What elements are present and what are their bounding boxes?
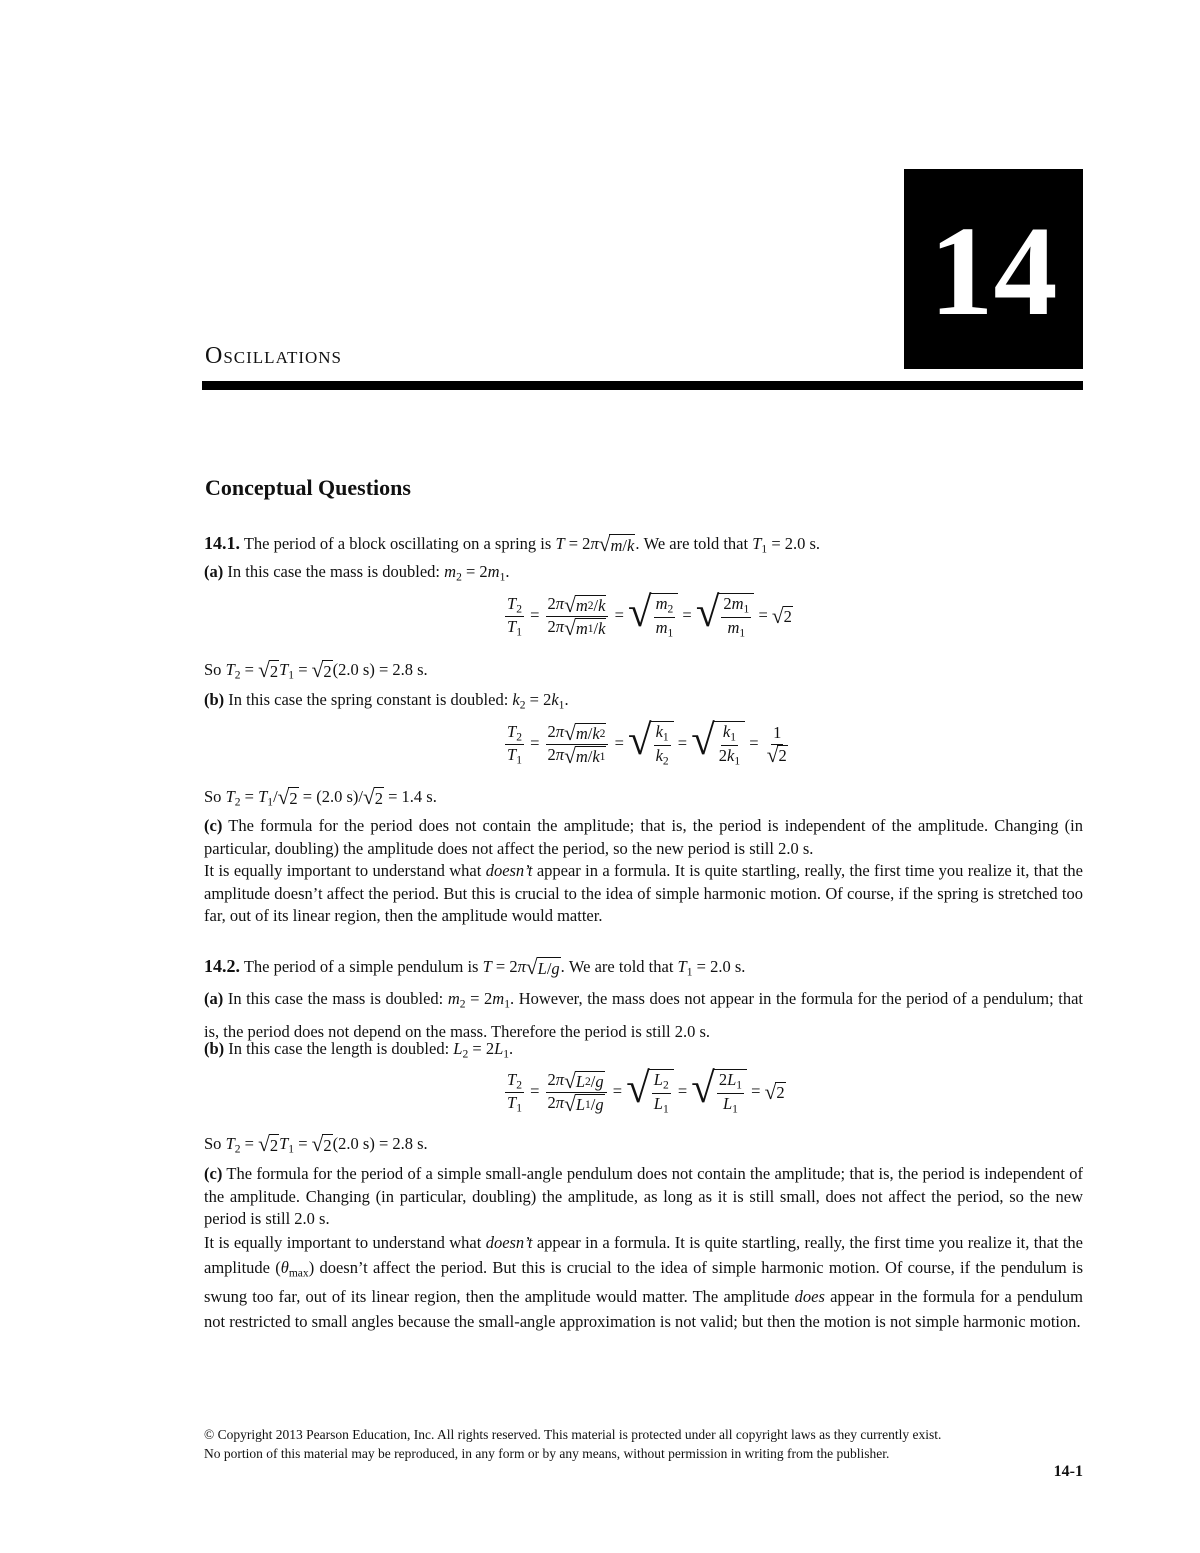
q1-equation-b: $\frac{T_2}{T_1}$ = 2π √ m / k 2 2π √ m / k 1 = √ $\frac{k_1}{k_2}$ = √ $\frac{k_1}{2k_1}$ = 1 √ 2 xyxy=(507,717,787,768)
q1-intro: 14.1. The period of a block oscillating on a spring is T = 2π √ m / k . We are told that $T_1 = 2.0$ s. xyxy=(204,532,821,557)
chapter-title-initial: O xyxy=(205,343,224,369)
q1-paragraph: It is equally important to understand what doesn’t appear in a formula. It is quite startling, really, the first time you realize it, that the amplitude doesn’t affect the period. But this is crucial to the idea of simple harmonic motion. Of course, if the spring is stretched too far, out of its linear region, then the amplitude would matter. xyxy=(204,861,1084,925)
q2-paragraph: It is equally important to understand what doesn’t appear in a formula. It is quite startling, really, the first time you realize it, that the amplitude $(\theta_{max})$ doesn’t affect the period. But this is crucial to the idea of simple harmonic motion. Of course, if the pendulum is swung too far, out of its linear region, then the amplitude would matter. The amplitude does appear in the formula for a pendulum not restricted to small angles because the small-angle approximation is not valid; but then the motion is not simple harmonic motion. xyxy=(204,1233,1084,1331)
q1-part-a: (a) In this case the mass is doubled: $m_2 = 2m_1$. xyxy=(204,562,510,584)
section-heading: Conceptual Questions xyxy=(205,475,411,500)
chapter-number-box xyxy=(904,169,1083,369)
q1-part-b-text: In this case the spring constant is doubled: xyxy=(228,690,509,709)
copyright-line-1: © Copyright 2013 Pearson Education, Inc. All rights reserved. This material is protected under all copyright laws as they currently exist. xyxy=(204,1427,942,1442)
q2-equation-b: $\frac{T_2}{T_1}$ = 2π √ L 2 / g 2π √ L 1 / g = √ $\frac{L_2}{L_1}$ = √ $\frac{2L_1}{L_1}$ = √ 2 xyxy=(507,1065,785,1116)
page-number: 14-1 xyxy=(1053,1463,1083,1480)
q1-part-a-result-value: (2.0 s) = 2.8 s. xyxy=(332,660,428,679)
q1-part-a-result: So $T_2$ = √ 2 $T_1$ = √ 2 (2.0 s) = 2.8 s. xyxy=(204,658,428,683)
q2-part-c-label: (c) xyxy=(204,1164,223,1183)
q2-part-b-result: So $T_2$ = √ 2 $T_1$ = √ 2 (2.0 s) = 2.8 s. xyxy=(204,1132,428,1157)
q1-equation-a: $\frac{T_2}{T_1}$ = 2π √ m 2 / k 2π √ m 1 / k = √ $\frac{m_2}{m_1}$ = √ $\frac{2m_1}{m_1}$ = √ 2 xyxy=(507,589,792,640)
q1-part-a-text: In this case the mass is doubled: xyxy=(227,562,441,581)
q2-part-a-text2: However, the mass does not appear in the formula for the period of a pendulum; that is, the period does not depend on the mass. Therefore the period is still 2.0 s. xyxy=(204,989,1084,1042)
q1-part-b-result-value: = 1.4 s. xyxy=(388,787,437,806)
q2-intro-text: The period of a simple pendulum is xyxy=(243,957,479,976)
q2-intro-given: We are told that xyxy=(568,957,674,976)
q1-part-b-label: (b) xyxy=(204,690,225,709)
q2-part-b: (b) In this case the length is doubled: $L_2 = 2L_1$. xyxy=(204,1039,514,1061)
q1-number: 14.1. xyxy=(204,533,240,553)
chapter-rule xyxy=(202,381,1083,390)
q1-intro-given: We are told that xyxy=(643,534,749,553)
chapter-number: 14 xyxy=(929,200,1058,342)
chapter-title-rest: SCILLATIONS xyxy=(223,348,343,367)
q2-part-b-text: In this case the length is doubled: xyxy=(228,1039,450,1058)
q2-part-a: (a) In this case the mass is doubled: $m_2 = 2m_1$. However, the mass does not appear in the formula for the period of a pendulum; that is, the period does not depend on the mass. Therefore the period is still 2.0 s. xyxy=(204,989,1084,1042)
q1-part-c-label: (c) xyxy=(204,816,223,835)
q1-part-c-text: The formula for the period does not contain the amplitude; that is, the period is independent of the amplitude. Changing (in particular, doubling) the amplitude does not affect the period, so the new period is still 2.0 s. xyxy=(204,816,1083,858)
chapter-title xyxy=(205,343,342,370)
q1-part-a-label: (a) xyxy=(204,562,224,581)
q2-part-b-label: (b) xyxy=(204,1039,225,1058)
q2-part-a-text: In this case the mass is doubled: xyxy=(227,989,444,1008)
q2-part-c xyxy=(204,1163,1083,1231)
q1-intro-text: The period of a block oscillating on a spring is xyxy=(243,534,552,553)
copyright-notice xyxy=(204,1425,1084,1463)
q1-part-c xyxy=(204,815,1083,860)
q2-number: 14.2. xyxy=(204,956,240,976)
q2-part-c-text: The formula for the period of a simple small-angle pendulum does not contain the amplitude; that is, the period is independent of the amplitude. Changing (in particular, doubling) the amplitude, as long as it is still small, does not affect the period, so the new period is still 2.0 s. xyxy=(204,1164,1084,1228)
q2-intro: 14.2. The period of a simple pendulum is T = 2π √ L / g . We are told that $T_1 = 2.0$ s. xyxy=(204,955,746,980)
q1-part-b: (b) In this case the spring constant is doubled: $k_2 = 2k_1$. xyxy=(204,690,569,712)
q2-part-b-result-value: (2.0 s) = 2.8 s. xyxy=(332,1134,428,1153)
copyright-line-2: No portion of this material may be reproduced, in any form or by any means, without permission in writing from the publisher. xyxy=(204,1446,890,1461)
q2-part-a-label: (a) xyxy=(204,989,224,1008)
q1-part-b-result: So $T_2 = T_1/$ √ 2 = (2.0 s)/ √ 2 = 1.4 s. xyxy=(204,785,437,810)
